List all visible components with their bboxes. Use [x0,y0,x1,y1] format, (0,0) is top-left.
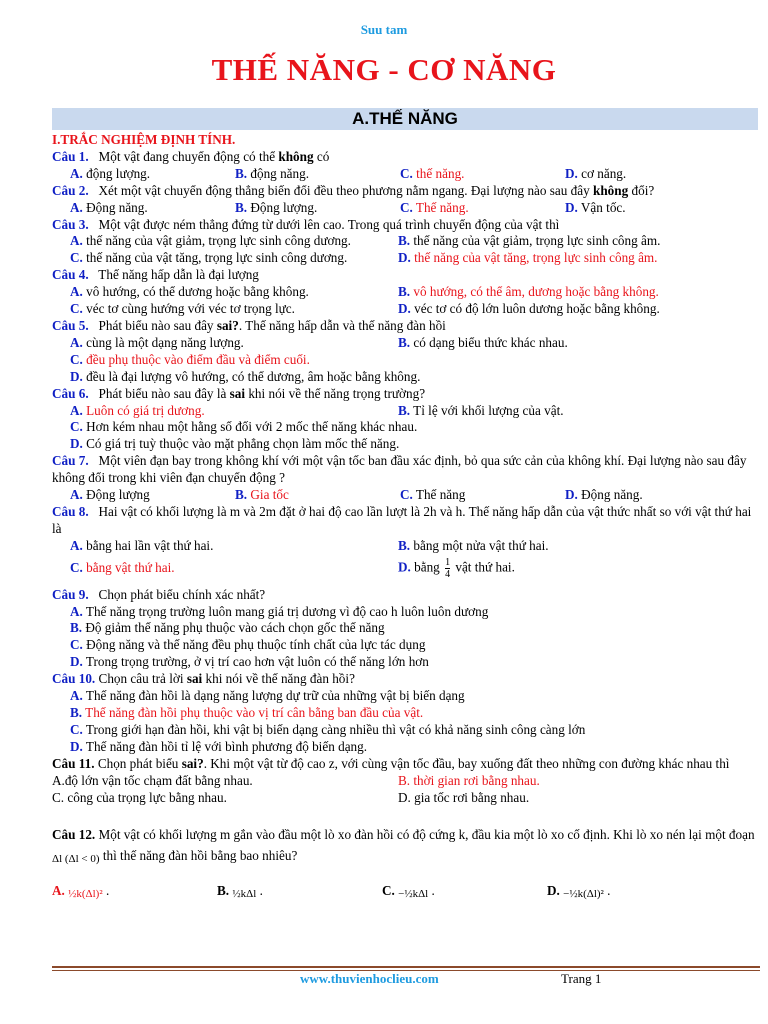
question-text: Chọn phát biểu [97,755,182,771]
option-a[interactable]: A. thế năng của vật giảm, trọng lực sinh công dương. [70,233,351,249]
fraction: $\frac{1}{4}$ [445,557,451,581]
options-row [52,233,760,250]
option-b[interactable]: B. Độ giảm thế năng phụ thuộc vào cách chọn gốc thế năng [70,620,385,636]
option-d[interactable]: D. Thế năng đàn hồi tỉ lệ với bình phương độ biến dạng. [70,738,368,754]
options-row [52,538,760,555]
footer-divider [52,966,760,968]
options-row [52,166,760,183]
option-b[interactable]: B. Gia tốc [235,487,289,503]
option-d[interactable]: D. Có giá trị tuỳ thuộc vào mặt phẳng chọn làm mốc thế năng. [70,436,400,452]
question-keyword: không [278,148,314,164]
option-d[interactable]: D. bằng $\frac{1}{4}$ vật thứ hai. [398,557,515,581]
question-12 [52,824,760,870]
option-d[interactable]: D. véc tơ có độ lớn luôn dương hoặc bằng không. [398,301,660,317]
question-text: Chọn câu trả lời [98,671,187,687]
options-row [52,301,760,318]
question-number: Câu 8. [52,503,89,519]
options-row [52,200,760,217]
question-text: . Khi một vật từ độ cao z, với cùng vận tốc đầu, bay xuống đất theo những con đường khác nhau thì [203,755,730,771]
option-b[interactable]: B. ½kΔl . [217,882,263,900]
options-row [52,555,760,583]
question-3 [52,217,760,234]
question-text: có [313,148,330,164]
option-d[interactable]: D. Động năng. [565,487,643,503]
option-c[interactable]: C. véc tơ cùng hướng với véc tơ trọng lực. [70,301,295,317]
options-row [52,790,760,807]
option-b[interactable]: B. có dạng biểu thức khác nhau. [398,334,568,350]
option-c[interactable]: C. −½kΔl . [382,882,435,900]
option-a[interactable]: A.độ lớn vận tốc chạm đất bằng nhau. [52,772,253,788]
option-b[interactable]: B. thế năng của vật giảm, trọng lực sinh công âm. [398,233,661,249]
formula: Δl (Δl < 0) [52,853,100,866]
option-b[interactable]: B. Tỉ lệ với khối lượng của vật. [398,402,564,418]
question-9 [52,587,760,604]
question-8 [52,504,760,538]
question-number: Câu 6. [52,385,89,401]
option-d[interactable]: D. Vận tốc. [565,199,626,215]
question-number: Câu 7. [52,453,89,469]
question-text: đổi? [628,182,655,198]
option-c[interactable]: C. thế năng. [400,165,465,181]
top-note: Suu tam [360,22,408,37]
option-c[interactable]: C. Hơn kém nhau một hằng số đối với 2 mốc thế năng khác nhau. [70,419,418,435]
question-text: khi nói về thế năng đàn hồi? [202,671,355,687]
question-number: Câu 3. [52,216,89,232]
option-c[interactable]: C. thế năng của vật tăng, trọng lực sinh công dương. [70,250,348,266]
options-row [52,403,760,420]
question-number: Câu 4. [52,267,89,283]
option-d[interactable]: D. Trong trọng trường, ở vị trí cao hơn vật luôn có thế năng lớn hơn [70,654,429,670]
question-2 [52,183,760,200]
question-text: Một vật đang chuyển động có thể [98,148,279,164]
question-number: Câu 12. [52,827,96,843]
options-row [52,773,760,790]
question-text: Một vật có khối lượng m gắn vào đầu một lò xo đàn hồi có độ cứng k, đầu kia một lò xo cố định. Khi lò xo nén lại một đoạn [98,827,755,843]
option-c[interactable]: C. bằng vật thứ hai. [70,560,175,576]
option-d[interactable]: D. đều là đại lượng vô hướng, có thể dương, âm hoặc bằng không. [70,368,421,384]
question-keyword: sai [229,385,246,401]
question-content [52,132,760,902]
question-text: Phát biểu nào sau đây [98,317,217,333]
option-b[interactable]: B. vô hướng, có thể âm, dương hoặc bằng không. [398,284,659,300]
question-11 [52,756,760,773]
question-keyword: sai [186,671,203,687]
page-number: Trang 1 [561,971,602,986]
options-row [52,487,760,504]
sub-heading: I.TRẮC NGHIỆM ĐỊNH TÍNH. [52,132,236,147]
options-row [52,250,760,267]
option-c[interactable]: C. Thế năng. [400,199,469,215]
option-c[interactable]: C. đều phụ thuộc vào điểm đầu và điểm cuối. [70,351,310,367]
option-d[interactable]: D. thế năng của vật tăng, trọng lực sinh công âm. [398,250,658,266]
option-a[interactable]: A. Động năng. [70,199,148,215]
option-c[interactable]: C. Trong giới hạn đàn hồi, khi vật bị biến dạng càng nhiều thì vật có khả năng sinh công càng lớn [70,721,586,737]
question-number: Câu 11. [52,755,95,771]
question-number: Câu 2. [52,182,89,198]
question-text: Một vật được ném thẳng đứng từ dưới lên cao. Trong quá trình chuyển động của vật thì [98,216,560,232]
question-text: Thế năng hấp dẫn là đại lượng [98,267,259,283]
option-a[interactable]: A. động lượng. [70,165,151,181]
question-keyword: sai? [216,317,239,333]
question-7 [52,453,760,487]
option-a[interactable]: A. ½k(Δl)² . [52,882,110,900]
option-a[interactable]: A. Thế năng trọng trường luôn mang giá trị dương vì độ cao h luôn luôn dương [70,603,489,619]
section-heading: A.THẾ NĂNG [52,108,758,130]
question-text: . Thế năng hấp dẫn và thế năng đàn hồi [238,317,446,333]
option-b[interactable]: B. Động lượng. [235,199,318,215]
option-a[interactable]: A. bằng hai lần vật thứ hai. [70,537,214,553]
option-b[interactable]: B. bằng một nửa vật thứ hai. [398,537,549,553]
option-b[interactable]: B. thời gian rơi bằng nhau. [398,772,540,788]
question-keyword: không [593,182,629,198]
question-text: Một viên đạn bay trong không khí với một vận tốc ban đầu xác định, bỏ qua sức cản của không khí. Đại lượng nào sau đây không đổi trong khi viên đạn chuyển động ? [52,453,747,486]
question-number: Câu 5. [52,317,89,333]
question-text: Hai vật có khối lượng là m và 2m đặt ở hai độ cao lần lượt là 2h và h. Thế năng hấp dẫn của vật thức nhất so với vật thứ hai là [52,503,752,536]
option-a[interactable]: A. cùng là một dạng năng lượng. [70,334,244,350]
question-text: thì thế năng đàn hồi bằng bao nhiêu? [102,848,298,864]
question-text: Chọn phát biểu chính xác nhất? [98,586,266,602]
page-title: THẾ NĂNG - CƠ NĂNG [211,52,557,87]
question-text: khi nói về thế năng trọng trường? [245,385,426,401]
question-keyword: sai? [181,755,204,771]
question-number: Câu 1. [52,148,89,164]
option-a[interactable]: A. vô hướng, có thể dương hoặc bằng không. [70,284,309,300]
option-c[interactable]: C. Thế năng [400,487,466,503]
option-b[interactable]: B. Thế năng đàn hồi phụ thuộc vào vị trí cân bằng ban đầu của vật. [70,705,424,720]
option-a[interactable]: A. Động lượng [70,487,150,503]
question-text: Phát biểu nào sau đây là [98,385,230,401]
question-5 [52,318,760,335]
footer-website[interactable]: www.thuvienhoclieu.com [300,971,439,986]
question-4 [52,267,760,284]
question-text: Xét một vật chuyển động thẳng biến đổi đều theo phương nằm ngang. Đại lượng nào sau đây [98,182,593,198]
question-number: Câu 9. [52,586,89,602]
question-1 [52,149,760,166]
question-number: Câu 10. [52,671,96,687]
option-c[interactable]: C. công của trọng lực bằng nhau. [52,789,227,805]
option-c[interactable]: C. Động năng và thế năng đều phụ thuộc tính chất của lực tác dụng [70,637,426,653]
options-row [52,335,760,352]
options-row [52,284,760,301]
option-d[interactable]: D. cơ năng. [565,165,627,181]
option-a[interactable]: A. Luôn có giá trị dương. [70,402,205,418]
option-a[interactable]: A. Thế năng đàn hồi là dạng năng lượng dự trữ của những vật bị biến dạng [70,688,465,704]
question-6 [52,386,760,403]
option-d[interactable]: D. gia tốc rơi bằng nhau. [398,789,530,805]
option-b[interactable]: B. động năng. [235,165,309,181]
options-row [52,872,760,902]
option-d[interactable]: D. −½k(Δl)² . [547,882,611,900]
question-10 [52,671,760,688]
